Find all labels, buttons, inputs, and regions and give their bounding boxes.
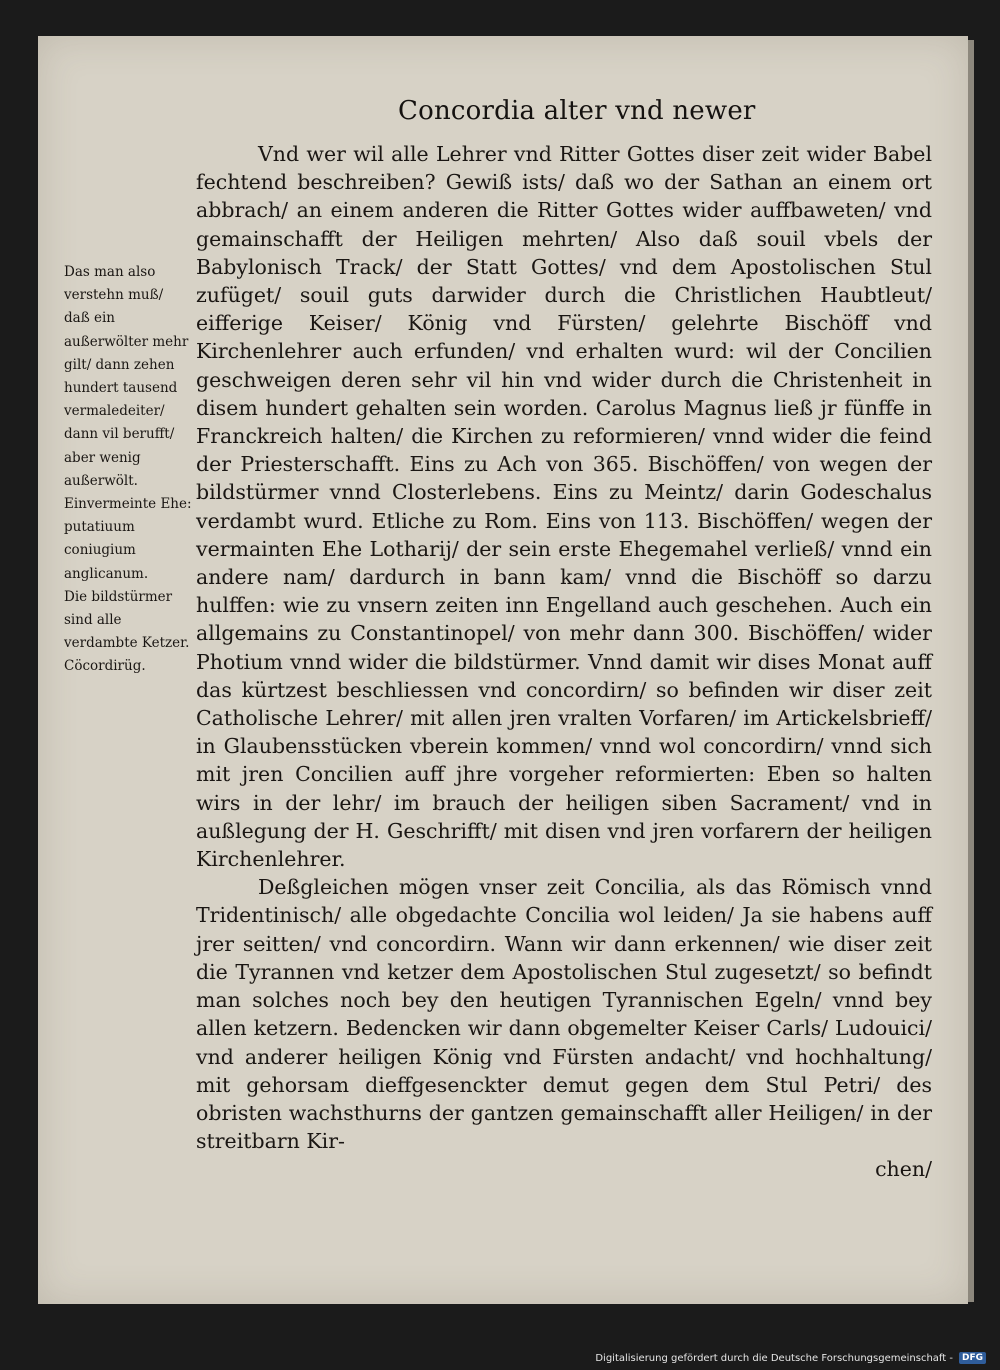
- paragraph-2: Deßgleichen mögen vnser zeit Concilia, als das Römisch vnnd Tridentinisch/ alle obgedachte Concilia wol leiden/ Ja sie habens auff jrer seitten/ vnd concordirn. Wann wir dann erkennen/ wie diser zeit die Tyrannen vnd ketzer dem Apostolischen Stul zugesetzt/ so befindt man solches noch bey den heutigen Tyrannischen Egeln/ vnnd bey allen ketzern. Bedencken wir dann obgemelter Keiser Carls/ Ludouici/ vnd anderer heiligen König vnd Fürsten andacht/ vnd hochhaltung/ mit gehorsam dieffgesenckter demut gegen dem Stul Petri/ des obristen wachsthurns der gantzen gemainschafft aller Heiligen/ in der streitbarn Kir-: [196, 875, 932, 1154]
- margin-note-concord: Cöcordirüg.: [64, 658, 146, 675]
- footer: [595, 1352, 986, 1364]
- catchword: chen/: [875, 1157, 932, 1182]
- dfg-logo-icon[interactable]: DFG: [959, 1352, 986, 1364]
- margin-note-iconoclasts: Die bildstürmer sind alle verdambte Ketzer.: [64, 588, 190, 652]
- margin-note-elect: Das man also verstehn muß/ daß ein außerwölter mehr gilt/ dann zehen hundert tausend vermaledeiter/ dann vil berufft/ aber wenig außerwölt.: [64, 264, 189, 489]
- main-text: [196, 140, 932, 1184]
- margin-note-marriage: Einvermeinte Ehe: putatiuum coniugium anglicanum.: [64, 496, 192, 582]
- page-edge: [968, 40, 974, 1302]
- footer-credit: Digitalisierung gefördert durch die Deutsche Forschungsgemeinschaft -: [595, 1352, 953, 1364]
- running-header: Concordia alter vnd newer: [398, 96, 756, 126]
- margin-notes: [64, 261, 192, 679]
- paragraph-1: Vnd wer wil alle Lehrer vnd Ritter Gottes diser zeit wider Babel fechtend beschreiben? Gewiß ists/ daß wo der Sathan an einem ort abbrach/ an einem anderen die Ritter Gottes wider auffbaweten/ vnd gemainschafft der Heiligen mehrten/ Also daß souil vbels der Babylonisch Track/ der Statt Gottes/ vnd dem Apostolischen Stul zufüget/ souil guts darwider durch die Christlichen Haubtleut/ eifferige Keiser/ König vnd Fürsten/ gelehrte Bischöff vnd Kirchenlehrer auch erfunden/ vnd erhalten wurd: wil der Concilien geschweigen deren sehr vil hin vnd wider durch die Christenheit in disem hundert gehalten sein worden. Carolus Magnus ließ jr fünffe in Franckreich halten/ die Kirchen zu reformieren/ vnnd wider die feind der Priesterschafft. Eins zu Ach von 365. Bischöffen/ von wegen der bildstürmer vnnd Closterlebens. Eins zu Meintz/ darin Godeschalus verdambt wurd. Etliche zu Rom. Eins von 113. Bischöffen/ wegen der vermainten Ehe Lotharij/ der sein erste Ehegemahel verließ/ vnnd ein andere nam/ dardurch in bann kam/ vnnd die Bischöff so darzu hulffen: wie zu vnsern zeiten inn Engelland auch geschehen. Auch ein allgemains zu Constantinopel/ von mehr dann 300. Bischöffen/ wider Photium vnnd wider die bildstürmer. Vnnd damit wir dises Monat auff das kürtzest beschliessen vnd concordirn/ so befinden wir diser zeit Catholische Lehrer/ mit allen jren vralten Vorfaren/ im Artickelsbrieff/ in Glaubensstücken vberein kommen/ vnnd wol concordirn/ vnnd sich mit jren Concilien auff jhre vorgeher reformierten: Eben so halten wirs in der lehr/ im brauch der heiligen siben Sacrament/ vnd in außlegung der H. Geschrifft/ mit disen vnd jren vorfarern der heiligen Kirchenlehrer.: [196, 142, 932, 872]
